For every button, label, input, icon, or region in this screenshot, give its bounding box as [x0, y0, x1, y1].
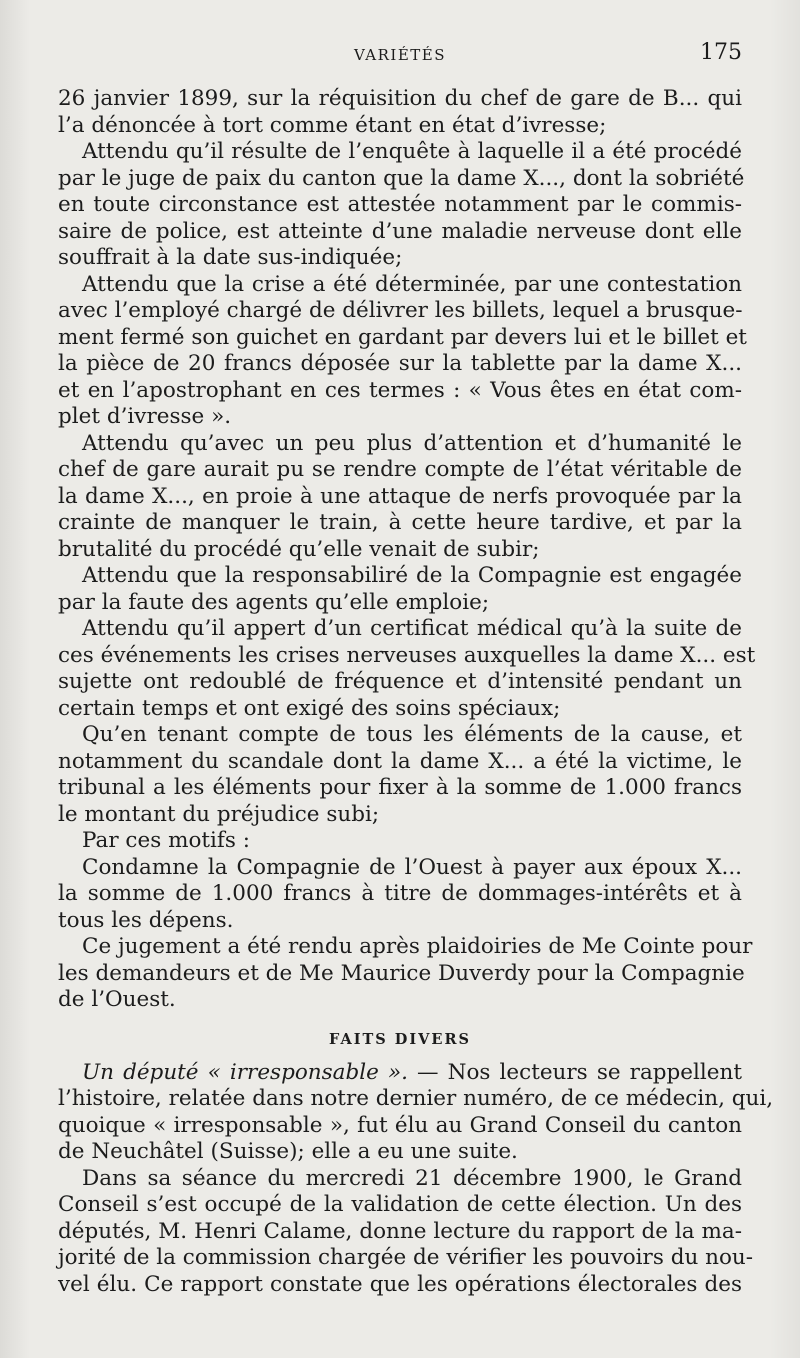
- text-line: par le juge de paix du canton que la dame X..., dont la sobriété: [58, 165, 745, 191]
- text-line: Attendu qu’il résulte de l’enquête à laquelle il a été procédé: [82, 139, 742, 164]
- faits-divers-article: [58, 1059, 774, 1299]
- judgment-text: [58, 86, 756, 1014]
- text-line: le montant du préjudice subi;: [58, 801, 380, 827]
- text-line: Ce jugement a été rendu après plaidoiries de Me Cointe pour: [82, 934, 753, 959]
- paragraph: [58, 86, 742, 139]
- paragraph: [58, 828, 742, 855]
- text-line: la somme de 1.000 francs à titre de dommages-intérêts et à: [58, 881, 742, 906]
- text-line: ces événements les crises nerveuses auxquelles la dame X... est: [58, 642, 756, 668]
- text-line: l’histoire, relatée dans notre dernier numéro, de ce médecin, qui,: [58, 1086, 774, 1111]
- text-line: plet d’ivresse ».: [58, 404, 232, 429]
- text-line: crainte de manquer le train, à cette heure tardive, et par la: [58, 510, 742, 535]
- section-heading: FAITS DIVERS: [329, 1030, 471, 1048]
- article-lead-text: — Nos lecteurs se rappellent: [407, 1059, 742, 1085]
- text-line: Conseil s’est occupé de la validation de cette élection. Un des: [58, 1192, 742, 1217]
- text-line: de Neuchâtel (Suisse); elle a eu une suite.: [58, 1139, 518, 1164]
- paragraph: [58, 563, 742, 616]
- text-line: de l’Ouest.: [58, 987, 176, 1012]
- paragraph: [58, 139, 745, 272]
- text-line: sujette ont redoublé de fréquence et d’intensité pendant un: [58, 669, 742, 694]
- text-line: brutalité du procédé qu’elle venait de subir;: [58, 536, 540, 562]
- text-line: 26 janvier 1899, sur la réquisition du chef de gare de B... qui: [58, 86, 742, 111]
- page-header: [58, 40, 742, 70]
- paragraph: [58, 271, 747, 431]
- page-number: 175: [700, 40, 742, 65]
- text-line: chef de gare aurait pu se rendre compte de l’état véritable de: [58, 457, 742, 482]
- text-line: saire de police, est atteinte d’une maladie nerveuse dont elle: [58, 218, 742, 244]
- text-line: avec l’employé chargé de délivrer les billets, lequel a brusque-: [58, 298, 743, 323]
- text-line: les demandeurs et de Me Maurice Duverdy pour la Compagnie: [58, 960, 745, 986]
- text-line: Qu’en tenant compte de tous les éléments de la cause, et: [82, 722, 742, 747]
- article-paragraph-2: [58, 1165, 754, 1299]
- text-line: tribunal a les éléments pour fixer à la somme de 1.000 francs: [58, 775, 742, 800]
- text-line: vel élu. Ce rapport constate que les opérations électorales des: [58, 1271, 742, 1297]
- text-line: souffrait à la date sus-indiquée;: [58, 245, 403, 270]
- article-title: Un député « irresponsable ».: [82, 1059, 408, 1085]
- paragraph: [58, 855, 742, 935]
- text-line: certain temps et ont exigé des soins spéciaux;: [58, 695, 561, 721]
- text-line: la pièce de 20 francs déposée sur la tablette par la dame X...: [58, 351, 742, 376]
- paragraph: [58, 431, 742, 564]
- paragraph: [58, 616, 756, 722]
- text-line: Attendu que la responsabiliré de la Compagnie est engagée: [82, 563, 742, 588]
- running-title: VARIÉTÉS: [353, 46, 447, 64]
- text-line: ment fermé son guichet en gardant par devers lui et le billet et: [58, 324, 747, 350]
- text-line: Attendu qu’avec un peu plus d’attention et d’humanité le: [82, 430, 742, 456]
- text-line: l’a dénoncée à tort comme étant en état d’ivresse;: [58, 112, 607, 138]
- text-line: Attendu que la crise a été déterminée, par une contestation: [82, 271, 742, 297]
- text-line: Dans sa séance du mercredi 21 décembre 1900, le Grand: [82, 1165, 742, 1191]
- paragraph: [58, 722, 742, 828]
- text-line: tous les dépens.: [58, 907, 234, 933]
- text-line: jorité de la commission chargée de vérifier les pouvoirs du nou-: [58, 1245, 754, 1270]
- paragraph: [58, 934, 753, 1014]
- article-paragraph-1: [58, 1086, 774, 1166]
- text-line: en toute circonstance est attestée notamment par le commis-: [58, 192, 742, 217]
- text-line: Attendu qu’il appert d’un certificat médical qu’à la suite de: [82, 616, 742, 641]
- text-line: notamment du scandale dont la dame X... a été la victime, le: [58, 748, 742, 774]
- text-line: la dame X..., en proie à une attaque de nerfs provoquée par la: [58, 483, 742, 509]
- body-text: [58, 86, 774, 1298]
- text-line: quoique « irresponsable », fut élu au Grand Conseil du canton: [58, 1112, 742, 1138]
- text-line: par la faute des agents qu’elle emploie;: [58, 589, 490, 615]
- article-lead-line: [58, 1060, 742, 1087]
- text-line: Condamne la Compagnie de l’Ouest à payer aux époux X...: [82, 854, 742, 880]
- text-line: députés, M. Henri Calame, donne lecture du rapport de la ma-: [58, 1218, 742, 1244]
- text-line: Par ces motifs :: [82, 828, 250, 853]
- text-line: et en l’apostrophant en ces termes : « Vous êtes en état com-: [58, 377, 742, 403]
